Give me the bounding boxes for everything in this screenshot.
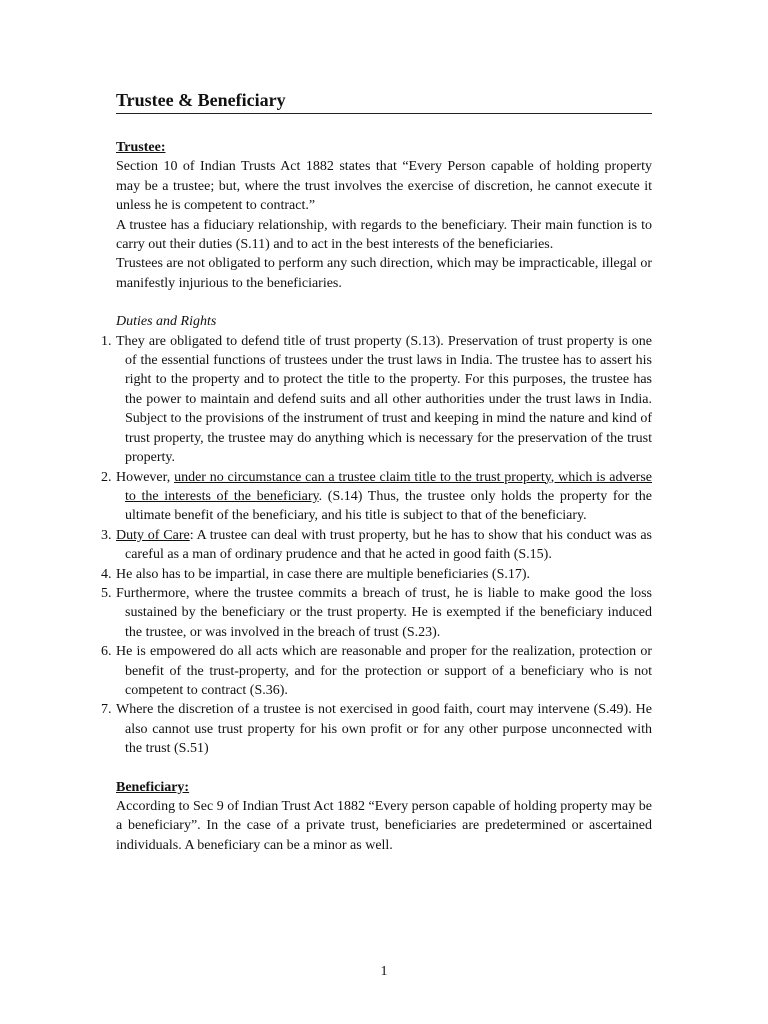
duty-text-underlined: Duty of Care <box>116 527 190 543</box>
list-number: 5. <box>101 585 112 601</box>
duty-text-pre: However, <box>116 469 175 485</box>
duty-text: They are obligated to defend title of trust property (S.13). Preservation of trust property is one of the essential functions of trustees under the trust laws in India. The trustee has to assert his right to the property and to protect the title to the property. For this purposes, the trustee has the power to maintain and defend suits and all other authorities under the trust laws in India. Subject to the provisions of the instrument of trust and keeping in mind the nature and kind of trust property, the trustee may do anything which is necessary for the preservation of the trust property. <box>116 333 652 466</box>
spacer <box>116 114 652 138</box>
trustee-paragraph-3: Trustees are not obligated to perform any such direction, which may be impracticable, illegal or manifestly injurious to the beneficiaries. <box>116 256 652 291</box>
duties-heading: Duties and Rights <box>116 314 217 330</box>
duty-item-7 <box>101 700 652 758</box>
duty-item-5 <box>101 584 652 642</box>
duty-text-post: : A trustee can deal with trust property, but he has to show that his conduct was as careful as a man of ordinary prudence and that he acted in good faith (S.15). <box>125 527 652 563</box>
trustee-paragraph-1: Section 10 of Indian Trusts Act 1882 states that “Every Person capable of holding property may be a trustee; but, where the trust involves the exercise of discretion, he cannot execute it unless he is competent to contract.” <box>116 159 652 214</box>
duty-item-1 <box>101 332 652 468</box>
document-title: Trustee & Beneficiary <box>116 88 652 114</box>
trustee-heading: Trustee: <box>116 140 166 155</box>
trustee-paragraph-2: A trustee has a fiduciary relationship, with regards to the beneficiary. Their main function is to carry out their duties (S.11) and to act in the best interests of the beneficiaries. <box>116 217 652 253</box>
list-number: 1. <box>101 333 112 349</box>
list-number: 4. <box>101 566 112 582</box>
page-number: 1 <box>380 964 388 979</box>
duty-text: He also has to be impartial, in case there are multiple beneficiaries (S.17). <box>116 566 531 582</box>
duty-text: He is empowered do all acts which are reasonable and proper for the realization, protection or benefit of the trust-property, and for the protection or support of a beneficiary who is not competent to contract (S.36). <box>116 644 652 698</box>
duty-text: Where the discretion of a trustee is not exercised in good faith, court may intervene (S.49). He also cannot use trust property for his own profit or for any other purpose unconnected with the trust (S.51) <box>116 702 652 757</box>
duties-list <box>101 332 653 759</box>
list-number: 7. <box>101 702 112 718</box>
duty-text-underlined: under no circumstance can a trustee claim title to the trust property, which is adverse to the interests of the beneficiary <box>125 469 653 504</box>
duty-item-2 <box>101 468 653 526</box>
spacer <box>116 759 652 778</box>
duty-item-6 <box>101 642 652 700</box>
beneficiary-heading: Beneficiary: <box>116 779 190 795</box>
document-page <box>101 88 653 855</box>
duty-item-4 <box>101 565 652 584</box>
list-number: 2. <box>101 469 112 485</box>
duty-item-3 <box>101 526 652 565</box>
spacer <box>116 293 652 312</box>
duty-text-post: . (S.14) Thus, the trustee only holds the property for the ultimate benefit of the beneficiary, and his title is subject to that of the beneficiary. <box>125 488 652 524</box>
duty-text: Furthermore, where the trustee commits a breach of trust, he is liable to make good the loss sustained by the beneficiary or the trust property. He is exempted if the beneficiary induced the trustee, or was involved in the breach of trust (S.23). <box>116 585 652 640</box>
beneficiary-paragraph: According to Sec 9 of Indian Trust Act 1882 “Every person capable of holding property may be a beneficiary”. In the case of a private trust, beneficiaries are predetermined or ascertained individuals. A beneficiary can be a minor as well. <box>116 799 652 853</box>
list-number: 3. <box>101 527 112 543</box>
list-number: 6. <box>101 644 112 660</box>
